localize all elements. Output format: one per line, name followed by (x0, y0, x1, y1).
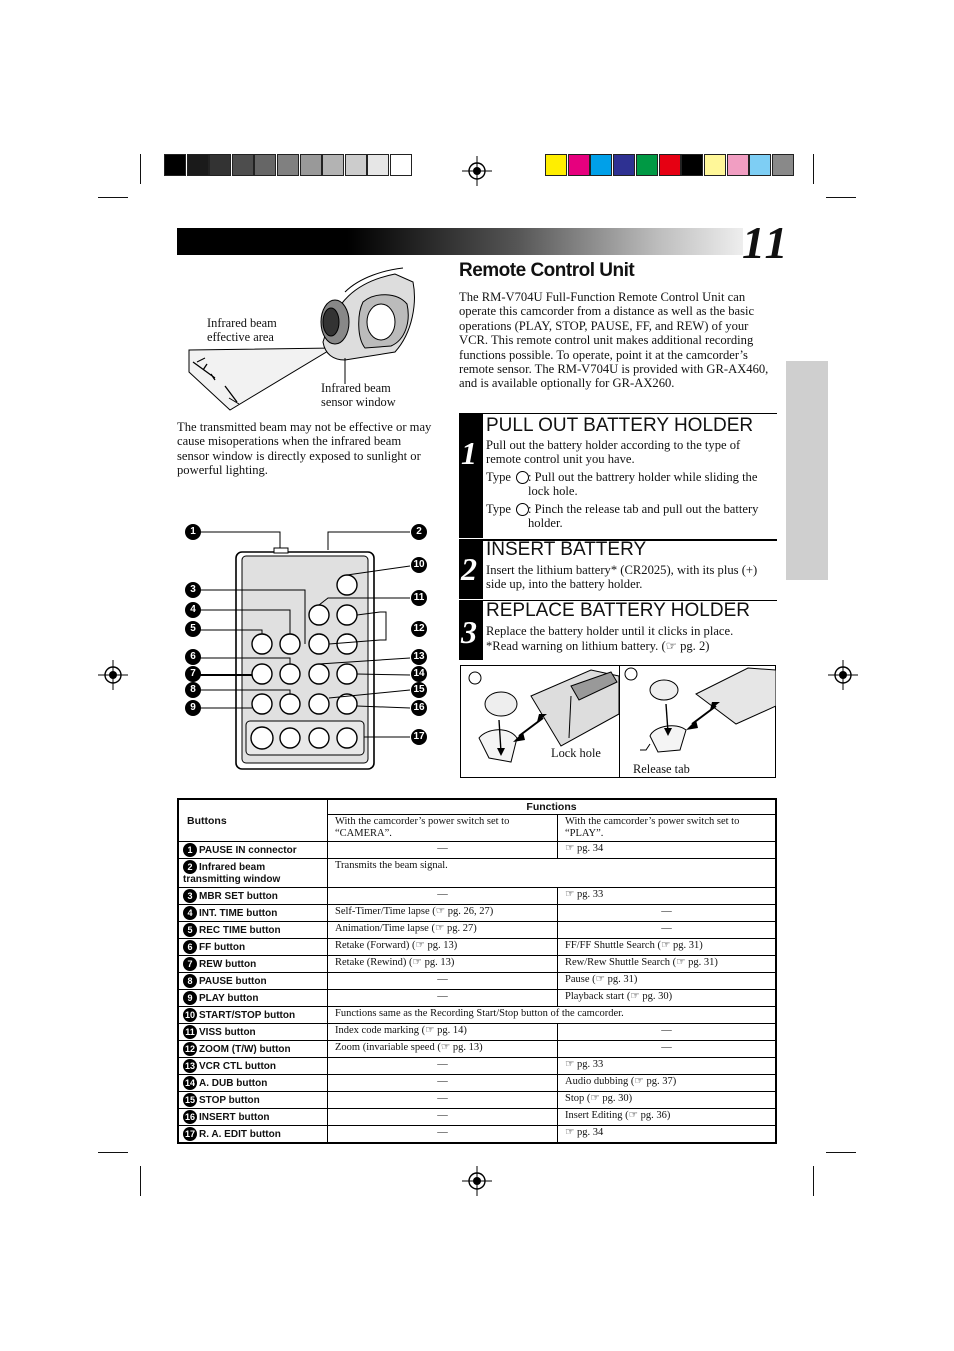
table-row (178, 1075, 776, 1092)
play-function-cell: ☞ pg. 34 (558, 1126, 777, 1144)
function-cell: Functions same as the Recording Start/Stop button of the camcorder. (328, 1007, 777, 1024)
button-name-cell (178, 973, 328, 990)
color-swatch (749, 154, 771, 176)
step-title: INSERT BATTERY (486, 539, 647, 560)
functions-table (177, 798, 777, 1144)
callout-number: 4 (185, 602, 201, 618)
camera-function-cell: Retake (Rewind) (☞ pg. 13) (328, 956, 558, 973)
table-row (178, 1092, 776, 1109)
camera-function-cell: Zoom (invariable speed (☞ pg. 13) (328, 1041, 558, 1058)
button-name: START/STOP button (199, 1010, 296, 1021)
button-name-cell (178, 956, 328, 973)
color-swatch (613, 154, 635, 176)
crop-mark (98, 197, 128, 198)
table-row (178, 939, 776, 956)
crop-mark (98, 1152, 128, 1153)
step-text: Replace the battery holder until it clicks in place. (486, 624, 734, 638)
registration-mark-icon (98, 660, 128, 690)
table-row (178, 1126, 776, 1144)
registration-mark-icon (828, 660, 858, 690)
play-function-cell: Pause (☞ pg. 31) (558, 973, 777, 990)
step-title: PULL OUT BATTERY HOLDER (486, 415, 754, 436)
button-name: VISS button (199, 1027, 256, 1038)
button-name-cell (178, 1058, 328, 1075)
callout-number: 17 (411, 729, 427, 745)
callout-number: 6 (185, 649, 201, 665)
play-function-cell: — (558, 922, 777, 939)
camera-function-cell: — (328, 973, 558, 990)
callout-number: 5 (185, 621, 201, 637)
play-mode-header: With the camcorder’s power switch set to “PLAY”. (558, 815, 777, 842)
gray-swatch (187, 154, 209, 176)
table-row (178, 859, 776, 888)
row-number: 13 (184, 1061, 195, 1071)
callout-number: 1 (185, 524, 201, 540)
callout-number: 12 (411, 621, 427, 637)
play-function-cell: ☞ pg. 33 (558, 888, 777, 905)
step-title: REPLACE BATTERY HOLDER (486, 600, 750, 621)
row-number: 10 (184, 1010, 195, 1020)
callout-number: 14 (411, 666, 427, 682)
buttons-header: Buttons (178, 799, 328, 842)
divider (483, 413, 777, 414)
camera-function-cell: — (328, 1109, 558, 1126)
gray-swatch (322, 154, 344, 176)
battery-type-a-illustration (461, 666, 619, 778)
play-function-cell: ☞ pg. 33 (558, 1058, 777, 1075)
sensor-window-label: Infrared beam sensor window (321, 381, 396, 409)
release-tab-label: Release tab (633, 762, 690, 776)
gray-swatch (277, 154, 299, 176)
callout-number: 16 (411, 700, 427, 716)
button-name: A. DUB button (199, 1078, 268, 1089)
function-cell: Transmits the beam signal. (328, 859, 777, 888)
play-function-cell: Insert Editing (☞ pg. 36) (558, 1109, 777, 1126)
callout-number: 15 (411, 682, 427, 698)
side-tab (786, 361, 828, 580)
button-name: REW button (199, 959, 257, 970)
battery-holder-figure (460, 665, 776, 778)
camera-function-cell: Self-Timer/Time lapse (☞ pg. 26, 27) (328, 905, 558, 922)
camera-function-cell: — (328, 990, 558, 1007)
button-name: ZOOM (T/W) button (199, 1044, 291, 1055)
color-swatch (636, 154, 658, 176)
callout-number: 8 (185, 682, 201, 698)
button-name-cell (178, 1041, 328, 1058)
row-number: 1 (183, 843, 197, 857)
button-name: PAUSE button (199, 976, 267, 987)
button-name-cell (178, 842, 328, 859)
button-name-cell (178, 1109, 328, 1126)
callout-number: 9 (185, 700, 201, 716)
type-word: Type (486, 470, 511, 484)
button-name: R. A. EDIT button (199, 1129, 281, 1140)
step-text: Insert the lithium battery* (CR2025), with its plus (+) side up, into the battery holder. (486, 563, 758, 592)
row-number: 9 (183, 991, 197, 1005)
table-row (178, 990, 776, 1007)
row-number: 16 (184, 1112, 195, 1122)
color-swatch (772, 154, 794, 176)
button-name: INT. TIME button (199, 908, 278, 919)
page-number: 11 (742, 217, 790, 268)
row-number: 11 (183, 1025, 197, 1039)
camera-function-cell: Index code marking (☞ pg. 14) (328, 1024, 558, 1041)
button-name-cell (178, 859, 328, 888)
lithium-warning-note: *Read warning on lithium battery. (☞ pg. 2) (486, 639, 710, 653)
step-number-block (459, 413, 483, 538)
beam-note: The transmitted beam may not be effective or may cause misoperations when the infrared beam sensor window is directly exposed to sunlight or powerful lighting. (177, 420, 432, 478)
section-title: Remote Control Unit (459, 260, 635, 281)
row-number: 2 (183, 860, 197, 874)
table-row (178, 1024, 776, 1041)
row-number: 12 (184, 1044, 195, 1054)
camera-mode-header: With the camcorder’s power switch set to “CAMERA”. (328, 815, 558, 842)
step-text: Pull out the battery holder according to the type of remote control unit you have. (486, 438, 741, 467)
play-function-cell: — (558, 1041, 777, 1058)
row-number: 6 (183, 940, 197, 954)
gray-swatch (254, 154, 276, 176)
button-name: REC TIME button (199, 925, 281, 936)
play-function-cell: Stop (☞ pg. 30) (558, 1092, 777, 1109)
callout-number: 2 (411, 524, 427, 540)
row-number: 3 (183, 889, 197, 903)
gray-swatch (232, 154, 254, 176)
button-name: INSERT button (199, 1112, 270, 1123)
row-number: 15 (184, 1095, 195, 1105)
color-swatch (568, 154, 590, 176)
crop-mark (813, 154, 814, 184)
callout-number: 10 (411, 557, 427, 573)
row-number: 5 (183, 923, 197, 937)
button-name-cell (178, 1007, 328, 1024)
button-name-cell (178, 1126, 328, 1144)
crop-mark (140, 154, 141, 184)
button-name: Infrared beam transmitting window (183, 862, 281, 885)
table-row (178, 973, 776, 990)
color-swatch (659, 154, 681, 176)
table-row (178, 956, 776, 973)
play-function-cell: — (558, 1024, 777, 1041)
step-number-block (459, 539, 483, 599)
camera-function-cell: — (328, 1092, 558, 1109)
lock-hole-label: Lock hole (551, 746, 601, 760)
row-number: 7 (183, 957, 197, 971)
intro-text: The RM-V704U Full-Function Remote Control Unit can operate this camcorder from a distance as well as the basic operations (PLAY, STOP, PAUSE, FF, and REW) of your VCR. This remote control unit makes additional recording functions possible. To operate, point it at the camcorder’s remote sensor. The RM-V704U is provided with GR-AX460, and is available optionally for GR-AX260. (459, 290, 769, 391)
remote-control-illustration (180, 520, 440, 780)
callout-number: 3 (185, 582, 201, 598)
callout-number: 11 (411, 590, 427, 606)
play-function-cell: Rew/Rew Shuttle Search (☞ pg. 31) (558, 956, 777, 973)
gray-swatch (390, 154, 412, 176)
table-row (178, 888, 776, 905)
button-name: FF button (199, 942, 246, 953)
table-row (178, 1041, 776, 1058)
button-name-cell (178, 888, 328, 905)
button-name: STOP button (199, 1095, 260, 1106)
table-row (178, 905, 776, 922)
play-function-cell: Audio dubbing (☞ pg. 37) (558, 1075, 777, 1092)
button-name: PAUSE IN connector (199, 845, 297, 856)
color-swatch (727, 154, 749, 176)
button-name-cell (178, 905, 328, 922)
gray-swatch (300, 154, 322, 176)
camera-function-cell: — (328, 842, 558, 859)
button-name: PLAY button (199, 993, 259, 1004)
camera-function-cell: — (328, 1126, 558, 1144)
table-row (178, 922, 776, 939)
button-name-cell (178, 922, 328, 939)
step-number: 3 (461, 614, 477, 650)
table-row (178, 1007, 776, 1024)
type-b-text: : Pinch the release tab and pull out the battery holder. (528, 502, 759, 531)
button-name-cell (178, 1024, 328, 1041)
camera-function-cell: Retake (Forward) (☞ pg. 13) (328, 939, 558, 956)
table-row (178, 842, 776, 859)
row-number: 14 (184, 1078, 195, 1088)
button-name: MBR SET button (199, 891, 278, 902)
registration-mark-icon (462, 1166, 492, 1196)
gray-swatch (209, 154, 231, 176)
gray-swatch (164, 154, 186, 176)
type-a-text: : Pull out the battrery holder while sliding the lock hole. (528, 470, 758, 499)
crop-mark (826, 197, 856, 198)
play-function-cell: ☞ pg. 34 (558, 842, 777, 859)
button-name-cell (178, 939, 328, 956)
registration-mark-icon (462, 156, 492, 186)
row-number: 17 (184, 1129, 195, 1139)
button-name-cell (178, 1075, 328, 1092)
table-row (178, 1109, 776, 1126)
color-swatch (590, 154, 612, 176)
callout-number: 7 (185, 666, 201, 682)
step-number: 2 (461, 551, 477, 587)
crop-mark (813, 1166, 814, 1196)
functions-header: Functions (328, 799, 777, 815)
color-swatch (704, 154, 726, 176)
play-function-cell: — (558, 905, 777, 922)
gray-swatch (345, 154, 367, 176)
button-name: VCR CTL button (199, 1061, 277, 1072)
crop-mark (826, 1152, 856, 1153)
camera-function-cell: — (328, 1058, 558, 1075)
gray-swatch (367, 154, 389, 176)
row-number: 8 (183, 974, 197, 988)
play-function-cell: FF/FF Shuttle Search (☞ pg. 31) (558, 939, 777, 956)
play-function-cell: Playback start (☞ pg. 30) (558, 990, 777, 1007)
camera-function-cell: Animation/Time lapse (☞ pg. 27) (328, 922, 558, 939)
button-name-cell (178, 990, 328, 1007)
page-header-bar (177, 228, 743, 255)
beam-area-label: Infrared beam effective area (207, 316, 277, 344)
step-number-block (459, 600, 483, 660)
color-swatch (681, 154, 703, 176)
callout-number: 13 (411, 649, 427, 665)
camera-function-cell: — (328, 888, 558, 905)
crop-mark (140, 1166, 141, 1196)
table-row (178, 1058, 776, 1075)
type-word: Type (486, 502, 511, 516)
color-swatch (545, 154, 567, 176)
camera-function-cell: — (328, 1075, 558, 1092)
step-number: 1 (461, 435, 477, 471)
row-number: 4 (183, 906, 197, 920)
button-name-cell (178, 1092, 328, 1109)
